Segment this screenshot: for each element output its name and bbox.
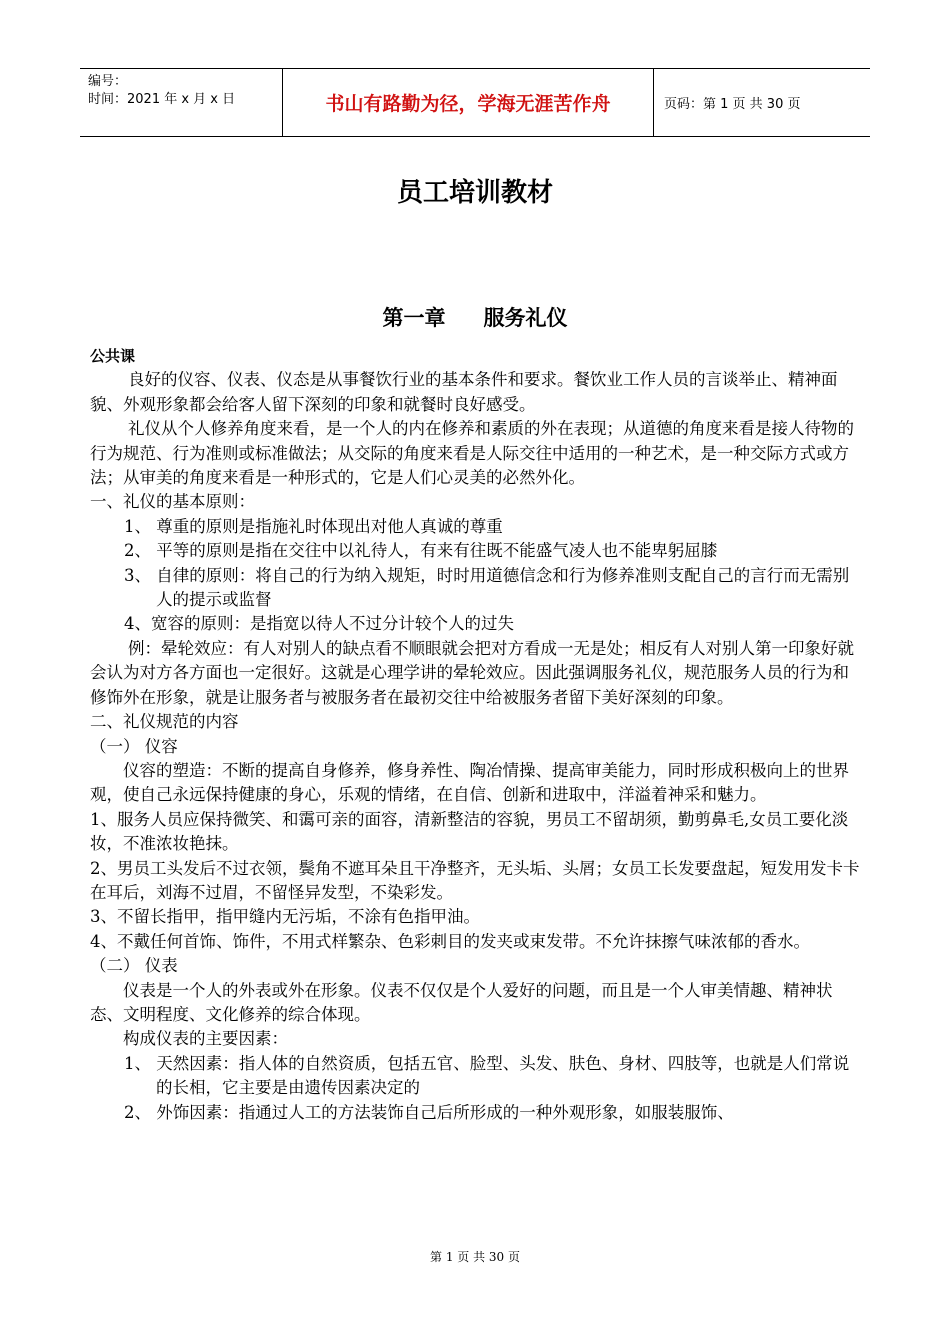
course-label: 公共课	[90, 347, 136, 365]
list-item: 2、 外饰因素：指通过人工的方法装饰自己后所形成的一种外观形象，如服装服饰、	[124, 1102, 734, 1122]
section-heading: 二、礼仪规范的内容	[90, 712, 239, 732]
page-footer: 第 1 页 共 30 页	[430, 1250, 520, 1264]
paragraph: 仪表是一个人的外表或外在形象。仪表不仅仅是个人爱好的问题，而且是一个人审美情趣、精神状态、文明程度、文化修养的综合体现。	[90, 980, 833, 1024]
number-label: 编号：	[88, 74, 128, 89]
list-item: 2、 平等的原则是指在交往中以礼待人，有来有往既不能盛气凌人也不能卑躬屈膝	[124, 541, 718, 561]
paragraph: 良好的仪容、仪表、仪态是从事餐饮行业的基本条件和要求。餐饮业工作人员的言谈举止、精神面貌、外观形象都会给客人留下深刻的印象和就餐时良好感受。	[90, 370, 838, 414]
paragraph: 礼仪从个人修养角度来看，是一个人的内在修养和素质的外在表现；从道德的角度来看是接人待物的行为规范、行为准则或标准做法；从交际的角度来看是人际交往中适用的一种艺术，是一种交际方式或方法；从审美的角度来看是一种形式的，它是人们心灵美的必然外化。	[90, 419, 854, 488]
list-item: 1、服务人员应保持微笑、和霭可亲的面容，清新整洁的容貌，男员工不留胡须，勤剪鼻毛,女员工要化淡妆，不准浓妆艳抹。	[90, 809, 849, 854]
chapter-name: 服务礼仪	[483, 306, 568, 330]
chapter-number: 第一章	[382, 306, 446, 330]
subsection-heading: （二） 仪表	[90, 956, 178, 976]
list-item: 1、 尊重的原则是指施礼时体现出对他人真诚的尊重	[124, 516, 503, 536]
document-title: 员工培训教材	[396, 178, 553, 208]
subsection-heading: （一） 仪容	[90, 736, 178, 756]
header-motto: 书山有路勤为径，学海无涯苦作舟	[282, 69, 654, 136]
document-body	[90, 344, 860, 1125]
section-heading: 一、礼仪的基本原则：	[90, 492, 255, 512]
paragraph: 构成仪表的主要因素：	[123, 1029, 288, 1049]
header-page-info: 页码：第 1 页 共 30 页	[664, 97, 801, 112]
header-meta	[88, 73, 278, 109]
list-item: 3、 自律的原则：将自己的行为纳入规矩，时时用道德信念和行为修养准则支配自己的言行而无需别人的提示或监督	[124, 565, 850, 610]
list-item: 2、男员工头发后不过衣领，鬓角不遮耳朵且干净整齐，无头垢、头屑；女员工长发要盘起，短发用发卡卡在耳后，刘海不过眉，不留怪异发型，不染彩发。	[90, 858, 860, 902]
list-item: 1、 天然因素：指人体的自然资质，包括五官、脸型、头发、肤色、身材、四肢等，也就是人们常说的长相，它主要是由遗传因素决定的	[124, 1053, 850, 1098]
list-item: 3、不留长指甲，指甲缝内无污垢，不涂有色指甲油。	[90, 907, 480, 927]
list-item: 4、宽容的原则：是指宽以待人不过分计较个人的过失	[124, 614, 514, 634]
chapter-title	[0, 302, 950, 332]
page-header	[80, 68, 870, 137]
list-item: 4、不戴任何首饰、饰件，不用式样繁杂、色彩刺目的发夹或束发带。不允许抹擦气味浓郁的香水。	[90, 931, 810, 951]
date-label: 时间：2021 年 x 月 x 日	[88, 92, 236, 107]
paragraph: 例：晕轮效应：有人对别人的缺点看不顺眼就会把对方看成一无是处；相反有人对别人第一印象好就会认为对方各方面也一定很好。这就是心理学讲的晕轮效应。因此强调服务礼仪，规范服务人员的行为和修饰外在形象，就是让服务者与被服务者在最初交往中给被服务者留下美好深刻的印象。	[90, 638, 854, 707]
paragraph: 仪容的塑造：不断的提高自身修养，修身养性、陶冶情操、提高审美能力，同时形成积极向上的世界观，使自己永远保持健康的身心，乐观的情绪，在自信、创新和进取中，洋溢着神采和魅力。	[90, 760, 849, 805]
